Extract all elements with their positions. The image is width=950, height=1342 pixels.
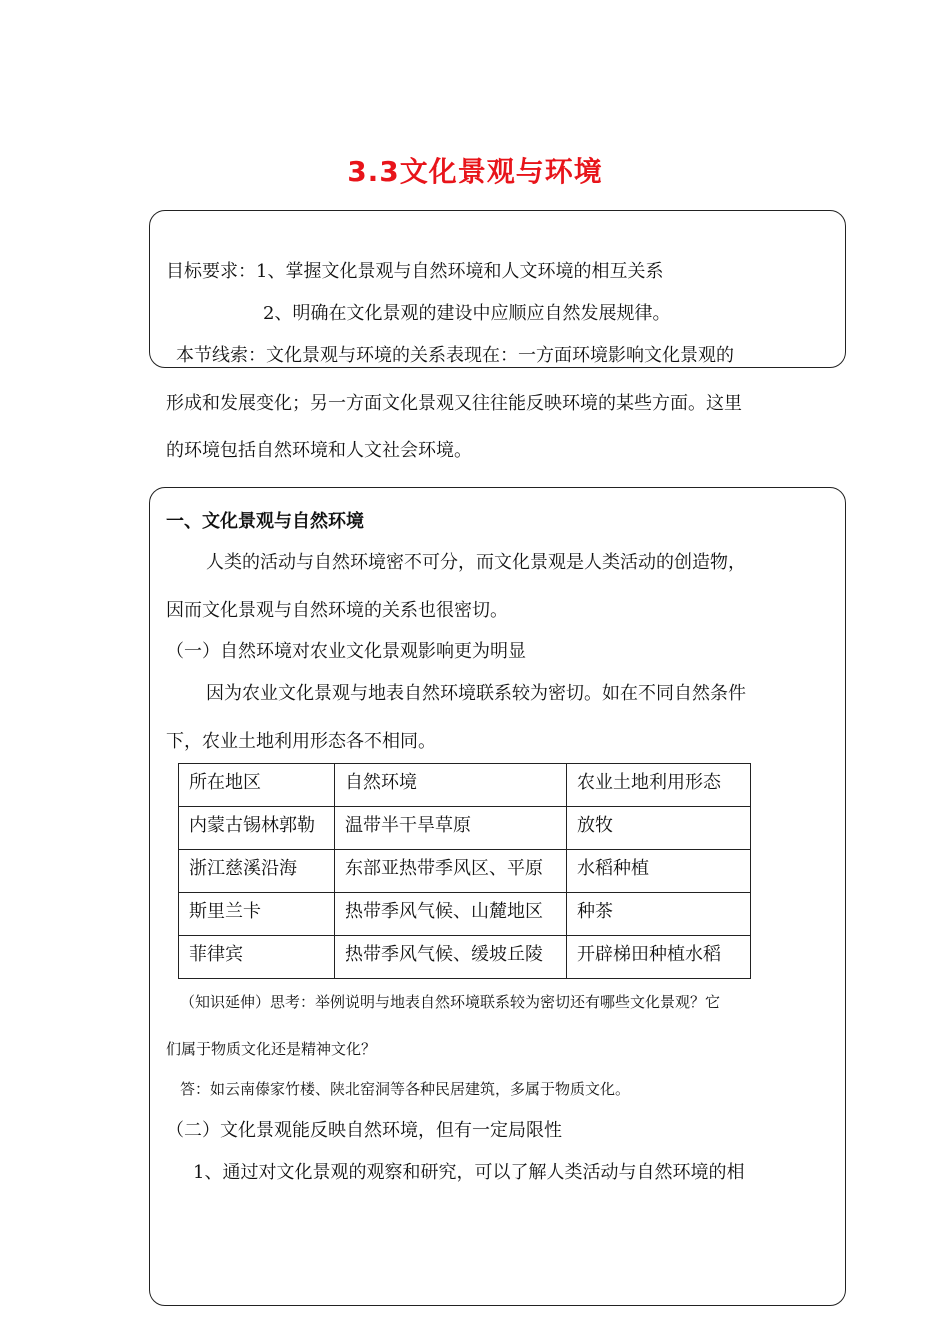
table-cell: 内蒙古锡林郭勒 bbox=[179, 807, 335, 850]
answer-text: 答：如云南傣家竹楼、陕北窑洞等各种民居建筑，多属于物质文化。 bbox=[180, 1080, 631, 1098]
table-cell: 热带季风气候、山麓地区 bbox=[335, 893, 567, 936]
clue-line-2: 形成和发展变化；另一方面文化景观又往往能反映环境的某些方面。这里 bbox=[166, 393, 742, 414]
table-header-cell: 农业土地利用形态 bbox=[567, 764, 751, 807]
table-cell: 放牧 bbox=[567, 807, 751, 850]
table-cell: 温带半干旱草原 bbox=[335, 807, 567, 850]
section-heading: 一、文化景观与自然环境 bbox=[166, 511, 364, 532]
table-header-row bbox=[179, 764, 751, 807]
subsection-2-point-1: 1、通过对文化景观的观察和研究，可以了解人类活动与自然环境的相 bbox=[193, 1162, 745, 1183]
table-cell: 东部亚热带季风区、平原 bbox=[335, 850, 567, 893]
table-cell: 斯里兰卡 bbox=[179, 893, 335, 936]
subsection-2-heading: （二）文化景观能反映自然环境，但有一定局限性 bbox=[166, 1120, 562, 1141]
extension-line-2: 们属于物质文化还是精神文化？ bbox=[166, 1040, 377, 1058]
subsection-1-para-line-2: 下，农业土地利用形态各不相同。 bbox=[166, 731, 436, 752]
table-cell: 开辟梯田种植水稻 bbox=[567, 936, 751, 979]
table-row bbox=[179, 850, 751, 893]
subsection-1-heading: （一）自然环境对农业文化景观影响更为明显 bbox=[166, 641, 526, 662]
table-row bbox=[179, 936, 751, 979]
paragraph-1-line-2: 因而文化景观与自然环境的关系也很密切。 bbox=[166, 600, 508, 621]
table-row bbox=[179, 807, 751, 850]
objective-1: 目标要求：1、掌握文化景观与自然环境和人文环境的相互关系 bbox=[166, 261, 664, 282]
land-use-table bbox=[178, 763, 751, 979]
table-header-cell: 所在地区 bbox=[179, 764, 335, 807]
clue-line-3: 的环境包括自然环境和人文社会环境。 bbox=[166, 440, 472, 461]
table-cell: 水稻种植 bbox=[567, 850, 751, 893]
table-cell: 种茶 bbox=[567, 893, 751, 936]
extension-line-1: （知识延伸）思考：举例说明与地表自然环境联系较为密切还有哪些文化景观？它 bbox=[180, 993, 721, 1011]
objective-2: 2、明确在文化景观的建设中应顺应自然发展规律。 bbox=[263, 303, 671, 324]
table-cell: 菲律宾 bbox=[179, 936, 335, 979]
table-row bbox=[179, 893, 751, 936]
table-header-cell: 自然环境 bbox=[335, 764, 567, 807]
paragraph-1-line-1: 人类的活动与自然环境密不可分，而文化景观是人类活动的创造物， bbox=[206, 552, 746, 573]
table-cell: 热带季风气候、缓坡丘陵 bbox=[335, 936, 567, 979]
clue-line-1: 本节线索：文化景观与环境的关系表现在：一方面环境影响文化景观的 bbox=[176, 345, 734, 366]
subsection-1-para-line-1: 因为农业文化景观与地表自然环境联系较为密切。如在不同自然条件 bbox=[206, 683, 746, 704]
page-title: 3.3文化景观与环境 bbox=[347, 155, 603, 188]
table-cell: 浙江慈溪沿海 bbox=[179, 850, 335, 893]
